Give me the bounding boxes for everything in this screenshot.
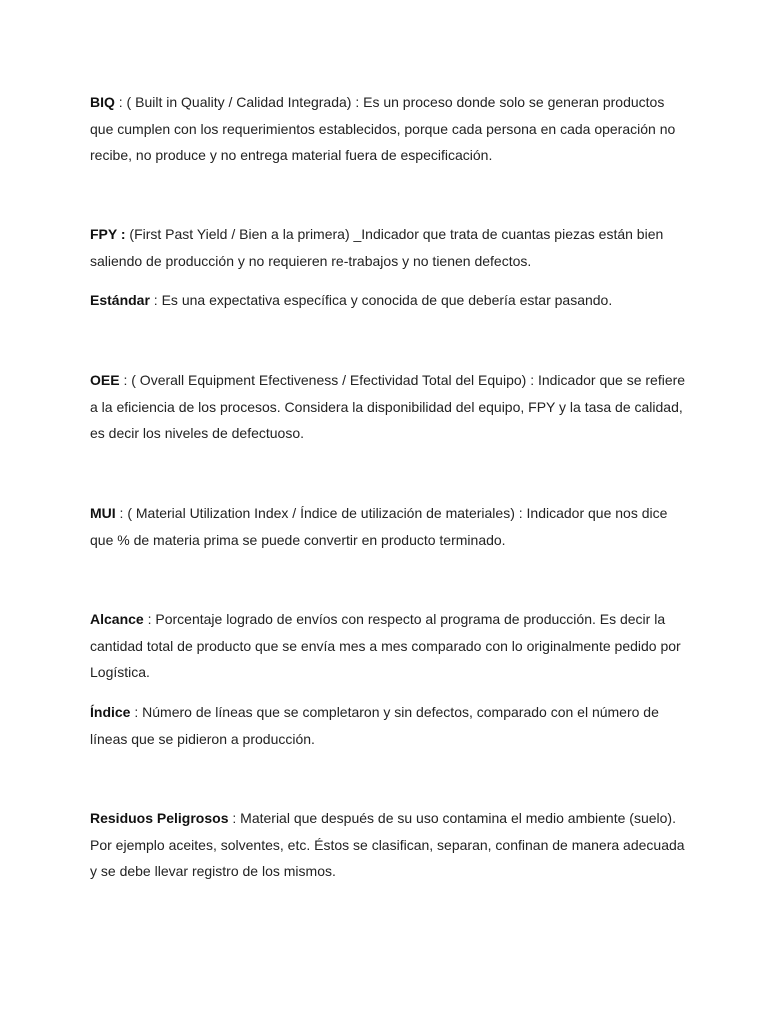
definition-mui: : ( Material Utilization Index / Índice de utilización de materiales) : Indicador que nos dice que % de materia prima se puede convertir en producto terminado. xyxy=(90,505,668,548)
glossary-entry-indice xyxy=(90,699,690,752)
definition-biq: : ( Built in Quality / Calidad Integrada) : Es un proceso donde solo se generan productos que cumplen con los requerimientos establecidos, porque cada persona en cada operación no recibe, no produce y no entrega material fuera de especificación. xyxy=(90,94,676,163)
definition-estandar: : Es una expectativa específica y conocida de que debería estar pasando. xyxy=(149,292,613,308)
glossary-entry-alcance xyxy=(90,606,690,686)
term-residuos-peligrosos: Residuos Peligrosos xyxy=(90,810,229,826)
term-indice: Índice xyxy=(90,704,131,720)
glossary-entry-mui xyxy=(90,500,690,553)
term-fpy: FPY : xyxy=(90,226,126,242)
glossary-entry-estandar xyxy=(90,287,690,314)
glossary-entry-oee xyxy=(90,367,690,447)
term-oee: OEE xyxy=(90,372,120,388)
glossary-entry-residuos-peligrosos xyxy=(90,805,690,885)
definition-fpy: (First Past Yield / Bien a la primera) _Indicador que trata de cuantas piezas están bien saliendo de producción y no requieren re-trabajos y no tienen defectos. xyxy=(90,226,664,269)
term-alcance: Alcance xyxy=(90,611,144,627)
definition-residuos-peligrosos: : Material que después de su uso contamina el medio ambiente (suelo). Por ejemplo aceites, solventes, etc. Éstos se clasifican, separan, confinan de manera adecuada y se debe llevar registro de los mismos. xyxy=(90,810,685,879)
term-estandar: Estándar xyxy=(90,292,150,308)
glossary-entry-biq xyxy=(90,89,690,169)
definition-alcance: : Porcentaje logrado de envíos con respecto al programa de producción. Es decir la cantidad total de producto que se envía mes a mes comparado con lo originalmente pedido por Logística. xyxy=(90,611,681,680)
glossary-entry-fpy xyxy=(90,221,690,274)
definition-indice: : Número de líneas que se completaron y sin defectos, comparado con el número de líneas que se pidieron a producción. xyxy=(90,704,659,747)
definition-oee: : ( Overall Equipment Efectiveness / Efectividad Total del Equipo) : Indicador que se refiere a la eficiencia de los procesos. Considera la disponibilidad del equipo, FPY y la tasa de calidad, es decir los niveles de defectuoso. xyxy=(90,372,686,441)
term-biq: BIQ xyxy=(90,94,115,110)
term-mui: MUI xyxy=(90,505,116,521)
